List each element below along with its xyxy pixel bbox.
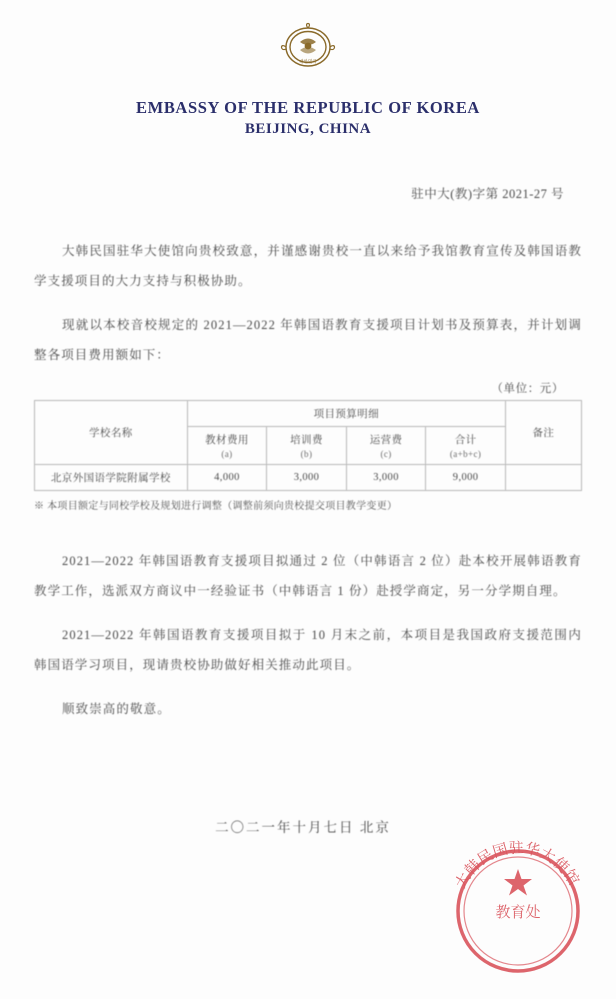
header-total (426, 427, 506, 465)
document-number: 驻中大(教)字第 2021-27 号 (411, 187, 564, 201)
header-operation-fee-code: (c) (380, 449, 392, 459)
paragraph-1: 大韩民国驻华大使馆向贵校致意，并谨感谢贵校一直以来给予我馆教育宣传及韩国语教学支援项目的大力支持与积极协助。 (34, 244, 582, 288)
paragraph-2: 现就以本校音校规定的 2021—2022 年韩国语教育支援项目计划书及预算表，并计划调整各项目费用额如下： (34, 318, 582, 362)
heading-line-2: BEIJING, CHINA (244, 121, 372, 137)
paragraph-5: 顺致崇高的敬意。 (62, 702, 171, 716)
svg-text:대한민국: 대한민국 (299, 60, 317, 65)
header-material-fee (187, 427, 267, 465)
cell-total: 9,000 (426, 465, 506, 491)
header-training-fee-code: (b) (300, 449, 313, 459)
table-unit-label: （单位：元） (491, 383, 564, 395)
cell-training-fee: 3,000 (267, 465, 347, 491)
document-body (34, 236, 582, 370)
header-training-fee (267, 427, 347, 465)
korea-national-emblem-icon (276, 16, 340, 80)
embassy-heading (34, 98, 582, 138)
header-material-fee-code: (a) (221, 449, 233, 459)
cell-material-fee: 4,000 (187, 465, 267, 491)
cell-school-name: 北京外国语学院附属学校 (35, 465, 188, 491)
budget-table (34, 400, 582, 491)
header-material-fee-label: 教材费用 (205, 435, 249, 446)
emblem-container (34, 0, 582, 80)
header-school-name: 学校名称 (35, 401, 188, 465)
paragraph-4: 2021—2022 年韩国语教育支援项目拟于 10 月末之前，本项目是我国政府支援范围内韩国语学习项目，现请贵校协助做好相关推动此项目。 (34, 628, 582, 672)
cell-note (505, 465, 581, 491)
paragraph-3: 2021—2022 年韩国语教育支援项目拟通过 2 位（中韩语言 2 位）赴本校开展韩语教育教学工作，选派双方商议中一经验证书（中韩语言 1 份）赴授学商定，另一分学期自理。 (34, 554, 582, 598)
header-note: 备注 (505, 401, 581, 465)
embassy-seal-stamp (442, 835, 594, 987)
cell-operation-fee: 3,000 (346, 465, 426, 491)
header-group-budget: 项目预算明细 (187, 401, 505, 427)
svg-text:大韩民国驻华大使馆: 大韩民国驻华大使馆 (451, 838, 583, 892)
document-body-after (34, 546, 582, 724)
table-header-row (35, 401, 582, 427)
header-training-fee-label: 培训费 (290, 435, 323, 446)
date-line: 二〇二一年十月七日 北京 (215, 820, 391, 835)
table-row (35, 465, 582, 491)
header-operation-fee (346, 427, 426, 465)
svg-text:教育处: 教育处 (495, 903, 541, 921)
heading-line-1: EMBASSY OF THE REPUBLIC OF KOREA (136, 98, 480, 117)
table-footnote: ※ 本项目额定与同校学校及规划进行调整（调整前须向贵校提交项目教学变更） (34, 501, 398, 512)
header-total-code: (a+b+c) (449, 449, 482, 459)
header-total-label: 合计 (454, 435, 477, 446)
header-operation-fee-label: 运营费 (369, 435, 403, 446)
